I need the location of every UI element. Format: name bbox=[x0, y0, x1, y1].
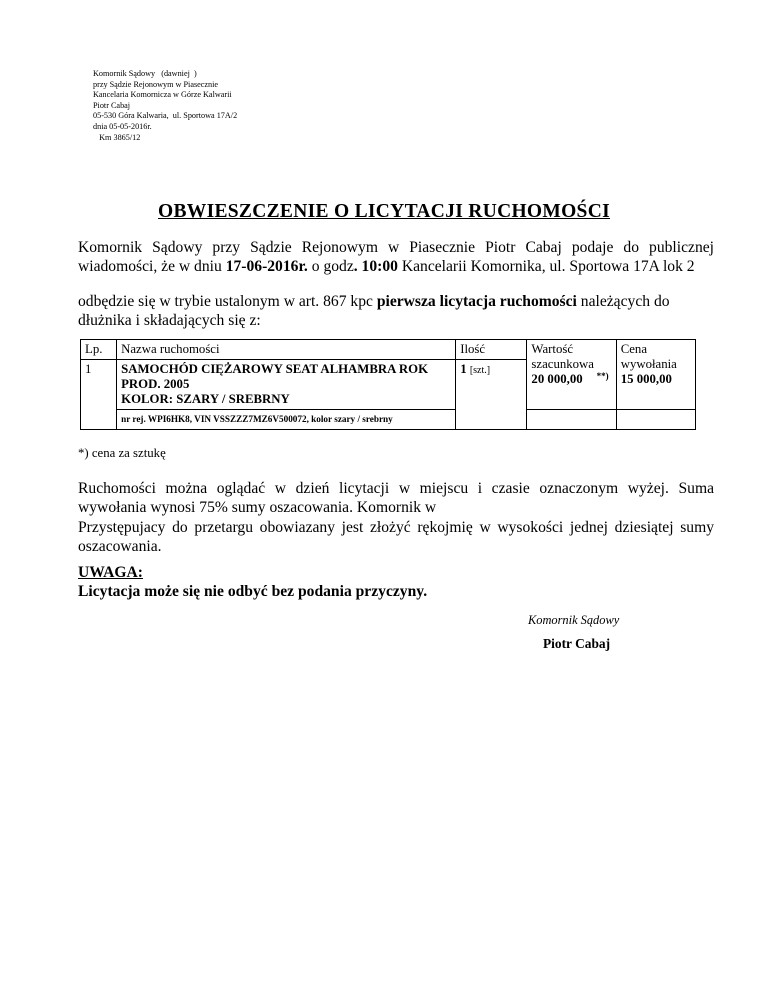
signature-role: Komornik Sądowy bbox=[528, 613, 620, 627]
header-name: Nazwa ruchomości bbox=[117, 340, 456, 360]
signature-name: Piotr Cabaj bbox=[543, 636, 611, 651]
notice-block bbox=[78, 563, 427, 601]
item-value-amount: 20 000,00 bbox=[531, 372, 583, 386]
notice-text: Licytacja może się nie odbyć bez podania przyczyny. bbox=[78, 583, 428, 601]
items-table bbox=[80, 339, 696, 430]
intro-text: Kancelarii Komornika, ul. Sportowa 17A lok 2 bbox=[397, 258, 695, 276]
value-cell bbox=[527, 340, 616, 410]
intro-text: Komornik Sądowy przy Sądzie Rejonowym w Piasecznie Piotr Cabaj podaje do publicznej wiadomości, że w dniu bbox=[78, 239, 714, 276]
header-line: przy Sądzie Rejonowym w Piasecznie bbox=[93, 79, 219, 89]
header-line: dnia 05-05-2016r. bbox=[93, 121, 152, 131]
item-qty: 1 bbox=[460, 362, 467, 376]
header-line: Komornik Sądowy (dawniej ) bbox=[93, 69, 197, 78]
mode-paragraph bbox=[78, 292, 714, 330]
viewing-line: Ruchomości można oglądać w dzień licytacji w miejscu i czasie oznaczonym wyżej. Suma bbox=[78, 480, 714, 497]
mode-text: należących do dłużnika i składających się z: bbox=[78, 293, 670, 330]
header-value: Wartość szacunkowa bbox=[531, 342, 594, 371]
intro-paragraph bbox=[78, 238, 714, 276]
item-details: nr rej. WPI6HK8, VIN VSSZZZ7MZ6V500072, kolor szary / srebrny bbox=[117, 410, 456, 430]
item-value bbox=[531, 372, 611, 388]
empty-cell bbox=[616, 410, 695, 430]
empty-cell bbox=[527, 410, 616, 430]
value-footnote-mark: **) bbox=[596, 371, 609, 381]
item-qty-cell bbox=[456, 360, 527, 430]
viewing-paragraph bbox=[78, 479, 714, 557]
header-line: 05-530 Góra Kalwaria, ul. Sportowa 17A/2 bbox=[93, 111, 238, 121]
header-line: Kancelaria Komornicza w Górze Kalwarii bbox=[93, 90, 232, 100]
header-qty: Ilość bbox=[456, 340, 527, 360]
notice-label: UWAGA: bbox=[78, 564, 143, 581]
viewing-line: wywołania wynosi 75% sumy oszacowania. Komornik w bbox=[78, 499, 437, 517]
price-footnote: *) cena za sztukę bbox=[78, 446, 166, 460]
mode-text: odbędzie się w trybie ustalonym w art. 867 kpc bbox=[78, 293, 377, 310]
header-price: Cena wywołania bbox=[620, 342, 677, 371]
mode-bold: pierwsza licytacja ruchomości bbox=[376, 293, 577, 310]
viewing-line: Przystępujacy do przetargu obowiazany jest złożyć rękojmię w wysokości jednej dziesiątej sumy bbox=[78, 518, 714, 536]
item-name-cell bbox=[117, 360, 456, 410]
header-lp: Lp. bbox=[81, 340, 117, 360]
document-title: OBWIESZCZENIE O LICYTACJI RUCHOMOŚCI bbox=[158, 201, 610, 222]
auction-time: . 10:00 bbox=[353, 258, 398, 276]
table-detail-row bbox=[81, 410, 696, 430]
item-name: SAMOCHÓD CIĘŻAROWY SEAT ALHAMBRA ROK PROD. 2005 bbox=[121, 362, 429, 391]
viewing-line: oszacowania. bbox=[78, 538, 162, 556]
issuer-header bbox=[93, 69, 237, 143]
table-header-row bbox=[81, 340, 696, 360]
auction-date: 17-06-2016r. bbox=[225, 258, 308, 276]
price-cell bbox=[616, 340, 695, 410]
item-color: KOLOR: SZARY / SREBRNY bbox=[121, 392, 290, 406]
header-line: Km 3865/12 bbox=[93, 132, 141, 142]
intro-text: o godz bbox=[307, 258, 354, 276]
item-price: 15 000,00 bbox=[620, 372, 672, 386]
item-unit: [szt.] bbox=[469, 365, 491, 376]
item-lp: 1 bbox=[81, 360, 117, 430]
header-line: Piotr Cabaj bbox=[93, 100, 131, 110]
